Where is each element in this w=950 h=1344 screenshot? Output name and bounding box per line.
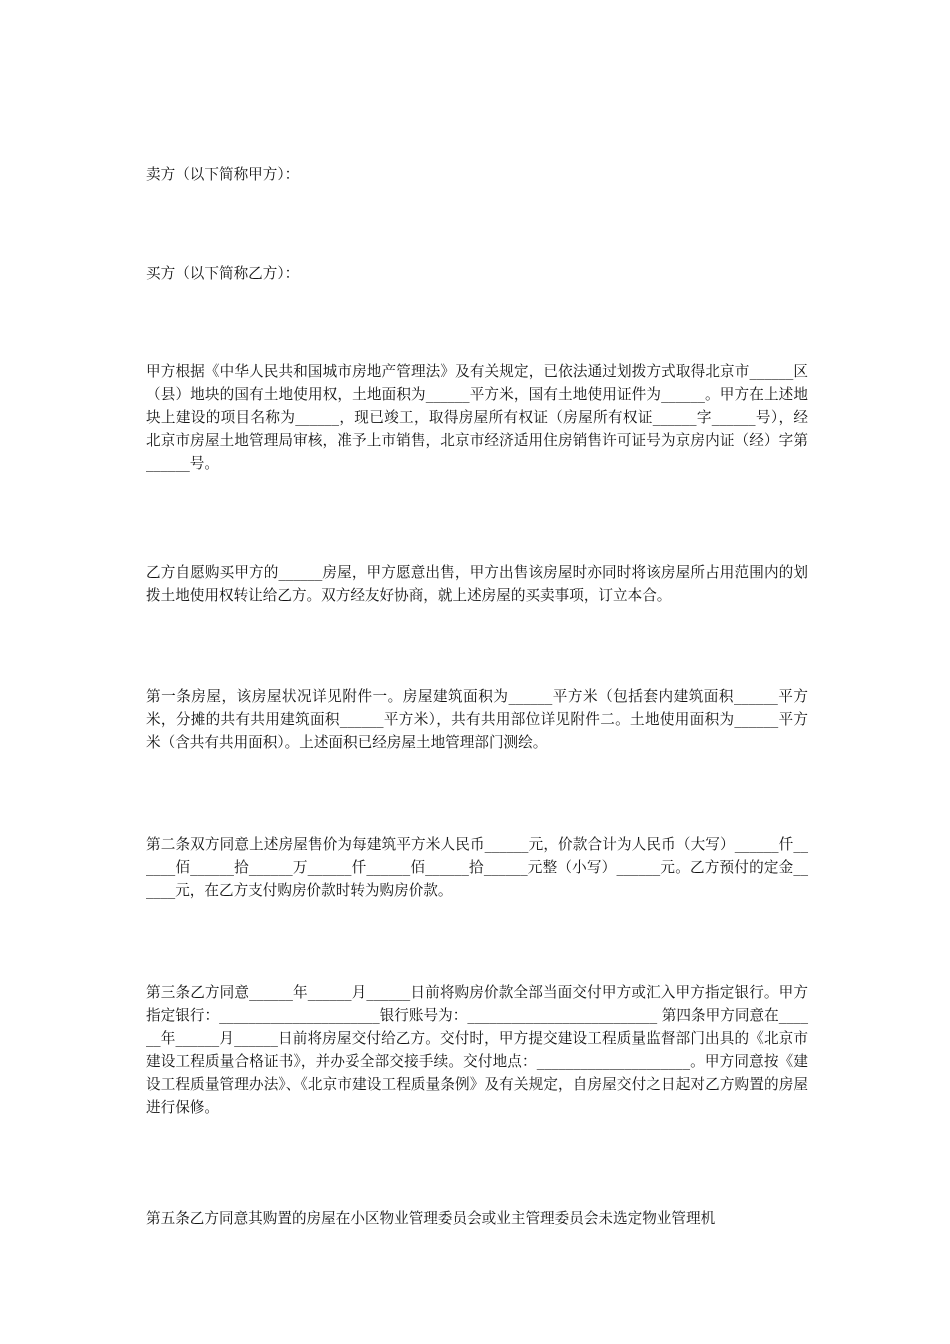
article-5-paragraph: 第五条乙方同意其购置的房屋在小区物业管理委员会或业主管理委员会未选定物业管理机 bbox=[146, 1209, 716, 1227]
buyer-line: 买方（以下简称乙方）： bbox=[146, 264, 300, 282]
intro-paragraph: 甲方根据《中华人民共和国城市房地产管理法》及有关规定，已依法通过划拨方式取得北京市______区（县）地块的国有土地使用权，土地面积为______平方米，国有土地使用证件为______。甲方在上述地块上建设的项目名称为______，现已竣工，取得房屋所有权证（房屋所有权证______字______号），经北京市房屋土地管理局审核，准予上市销售，北京市经济适用住房销售许可证号为京房内证（经）字第______号。 bbox=[146, 362, 808, 472]
purchase-paragraph: 乙方自愿购买甲方的______房屋，甲方愿意出售，甲方出售该房屋时亦同时将该房屋所占用范围内的划拨土地使用权转让给乙方。双方经友好协商，就上述房屋的买卖事项，订立本合。 bbox=[146, 563, 808, 604]
article-1-paragraph: 第一条房屋，该房屋状况详见附件一。房屋建筑面积为______平方米（包括套内建筑面积______平方米，分摊的共有共用建筑面积______平方米），共有共用部位详见附件二。土地使用面积为______平方米（含共有共用面积）。上述面积已经房屋土地管理部门测绘。 bbox=[146, 687, 808, 751]
article-2-paragraph: 第二条双方同意上述房屋售价为每建筑平方米人民币______元，价款合计为人民币（大写）______仟______佰______拾______万______仟______佰______拾______元整（小写）______元。乙方预付的定金______元，在乙方支付购房价款时转为购房价款。 bbox=[146, 835, 808, 899]
article-3-4-paragraph: 第三条乙方同意______年______月______日前将购房价款全部当面交付甲方或汇入甲方指定银行。甲方指定银行：______________________银行账号为：__________________________ 第四条甲方同意在______年______月______日前将房屋交付给乙方。交付时，甲方提交建设工程质量监督部门出具的《北京市建设工程质量合格证书》，并办妥全部交接手续。交付地点：_____________________。甲方同意按《建设工程质量管理办法》、《北京市建设工程质量条例》及有关规定，自房屋交付之日起对乙方购置的房屋进行保修。 bbox=[146, 983, 808, 1116]
seller-line: 卖方（以下简称甲方）： bbox=[146, 165, 300, 183]
